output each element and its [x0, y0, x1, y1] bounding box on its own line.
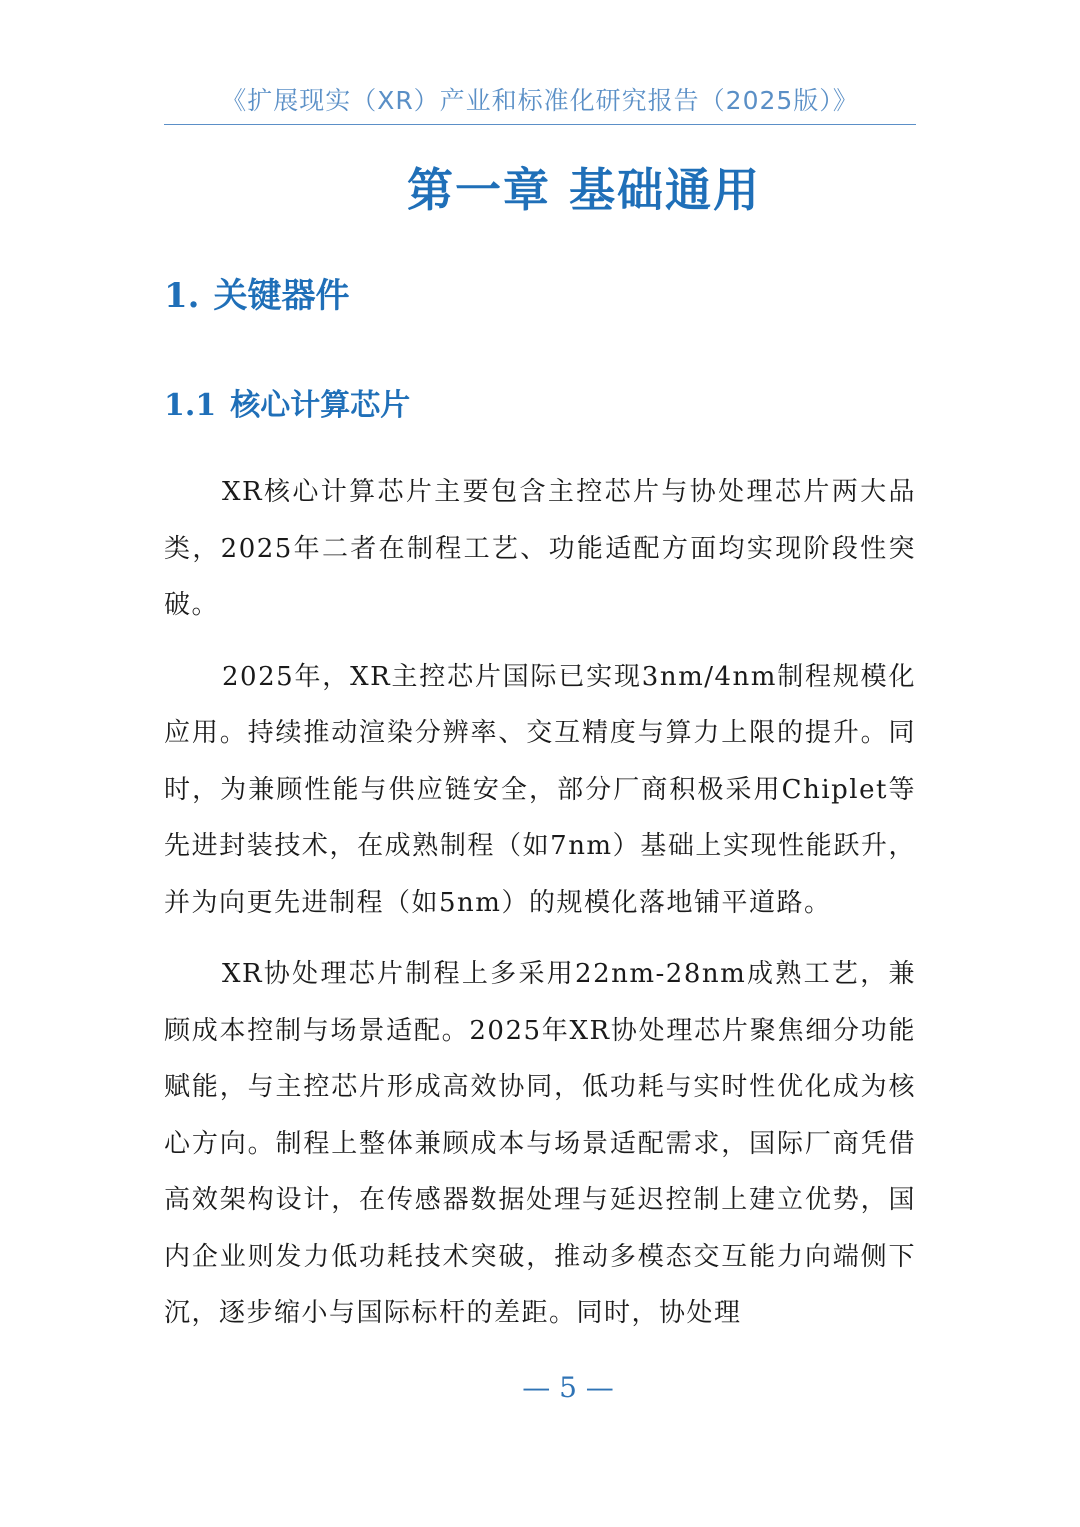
- body-text: [164, 464, 916, 1357]
- chapter-title: 第一章 基础通用: [406, 163, 761, 217]
- paragraph: 2025年，XR主控芯片国际已实现3nm/4nm制程规模化应用。持续推动渲染分辨率、交互精度与算力上限的提升。同时，为兼顾性能与供应链安全，部分厂商积极采用Chiplet等先进封装技术，在成熟制程（如7nm）基础上实现性能跃升，并为向更先进制程（如5nm）的规模化落地铺平道路。: [164, 661, 916, 918]
- running-header: 《扩展现实（XR）产业和标准化研究报告（2025版）》: [221, 86, 859, 115]
- subsection-number: 1.1: [164, 388, 217, 423]
- subsection-heading: [164, 384, 410, 428]
- header-divider: [164, 124, 916, 125]
- paragraph: XR核心计算芯片主要包含主控芯片与协处理芯片两大品类，2025年二者在制程工艺、功能适配方面均实现阶段性突破。: [164, 477, 916, 620]
- subsection-title: 核心计算芯片: [230, 388, 411, 423]
- paragraph: XR协处理芯片制程上多采用22nm-28nm成熟工艺，兼顾成本控制与场景适配。2025年XR协处理芯片聚焦细分功能赋能，与主控芯片形成高效协同，低功耗与实时性优化成为核心方向。制程上整体兼顾成本与场景适配需求，国际厂商凭借高效架构设计，在传感器数据处理与延迟控制上建立优势，国内企业则发力低功耗技术突破，推动多模态交互能力向端侧下沉，逐步缩小与国际标杆的差距。同时，协处理: [164, 959, 916, 1328]
- page-number: — 5 —: [522, 1371, 614, 1404]
- section-title: 关键器件: [213, 276, 350, 316]
- section-number: 1.: [164, 276, 200, 316]
- section-heading: [164, 272, 350, 320]
